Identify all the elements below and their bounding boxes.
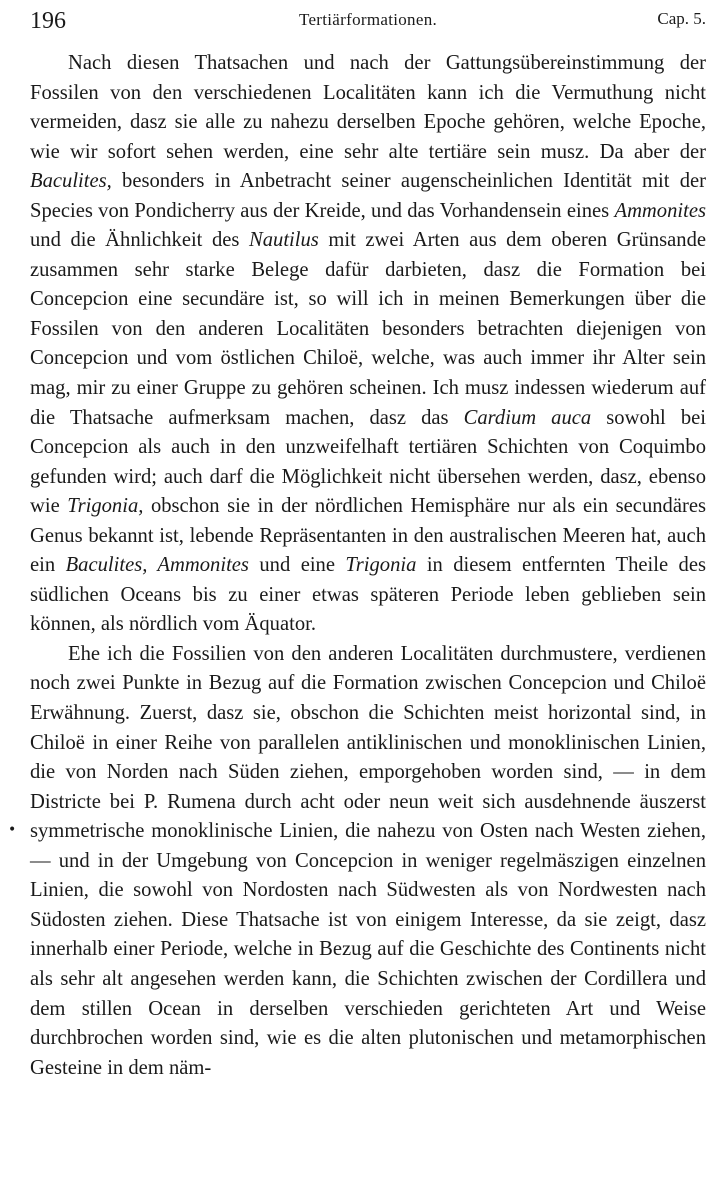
text-run: und eine	[248, 554, 346, 577]
text-run: sowohl bei Concepcion als auch in den unzweifelhaft tertiären Schichten von Coquimbo gefunden wird; auch darf die Möglichkeit nicht übersehen werden, dasz, ebenso wie	[30, 406, 706, 518]
italic-text: Ammonites	[614, 199, 706, 222]
running-title: Tertiärformationen.	[298, 10, 438, 29]
italic-text: Trigonia	[345, 554, 417, 577]
paragraph	[30, 640, 706, 1083]
margin-dot: •	[8, 822, 17, 838]
text-run: Nach diesen Thatsachen und nach der Gattungsübereinstimmung der Fossilen von den verschiedenen Localitäten kann ich die Vermuthung nicht vermeiden, dasz sie alle zu nahezu derselben Epoche gehören, welche Epoche, wie wir sofort sehen werden, eine sehr alte tertiäre sein musz. Da aber der	[30, 52, 706, 163]
italic-text: Trigonia,	[67, 495, 144, 518]
italic-text: Baculites, Ammonites	[65, 554, 249, 577]
text-run: besonders in Anbetracht seiner augenscheinlichen Identität mit der Species von Pondicherry aus der Kreide, und das Vorhandensein eines	[30, 170, 706, 222]
page-header	[30, 8, 706, 34]
text-run: und die Ähnlichkeit des	[30, 229, 249, 252]
text-run: obschon sie in der nördlichen Hemisphäre nur als ein secundäres Genus bekannt ist, lebende Repräsentanten in den australischen Meeren hat, auch ein	[30, 495, 706, 577]
text-run: in diesem entfernten Theile des südlichen Oceans bis zu einer etwas späteren Periode leben geblieben sein können, als nördlich vom Äquator.	[30, 554, 707, 636]
text-run: mit zwei Arten aus dem oberen Grünsande zusammen sehr starke Belege dafür darbieten, dasz die Formation bei Concepcion eine secundäre ist, so will ich in meinen Bemerkungen über die Fossilen von den anderen Localitäten besonders betrachten diejenigen von Concepcion und vom östlichen Chiloë, welche, was auch immer ihr Alter sein mag, mir zu einer Gruppe zu gehören scheinen. Ich musz indessen wiederum auf die Thatsache aufmerksam machen, dasz das	[30, 229, 707, 429]
italic-text: Cardium auca	[463, 406, 592, 429]
italic-text: Baculites,	[30, 170, 112, 193]
body-text	[30, 49, 706, 1083]
text-run: Ehe ich die Fossilien von den anderen Localitäten durchmustere, verdienen noch zwei Punkte in Bezug auf die Formation zwischen Concepcion und Chiloë Erwähnung. Zuerst, dasz sie, obschon die Schichten meist horizontal sind, in Chiloë in einer Reihe von parallelen antiklinischen und monoklinischen Linien, die von Norden nach Süden ziehen, emporgehoben worden sind, — in dem Districte bei P. Rumena durch acht oder neun weit sich ausdehnende äuszerst symmetrische monoklinische Linien, die nahezu von Osten nach Westen ziehen, — und in der Umgebung von Concepcion in weniger regelmäszigen einzelnen Linien, die sowohl von Nordosten nach Südwesten als von Nordwesten nach Südosten ziehen. Diese Thatsache ist von einigem Interesse, da sie zeigt, dasz innerhalb einer Periode, welche in Bezug auf die Geschichte des Continents nicht als sehr alt angesehen werden kann, die Schichten zwischen der Cordillera und dem stillen Ocean in derselben verschieden gerichteten Art und Weise durchbrochen worden sind, wie es die alten plutonischen und metamorphischen Gesteine in dem näm-	[30, 642, 706, 1079]
chapter-label: Cap. 5.	[657, 9, 706, 28]
italic-text: Nautilus	[249, 229, 319, 252]
paragraph	[30, 49, 706, 640]
page-number: 196	[30, 8, 66, 34]
